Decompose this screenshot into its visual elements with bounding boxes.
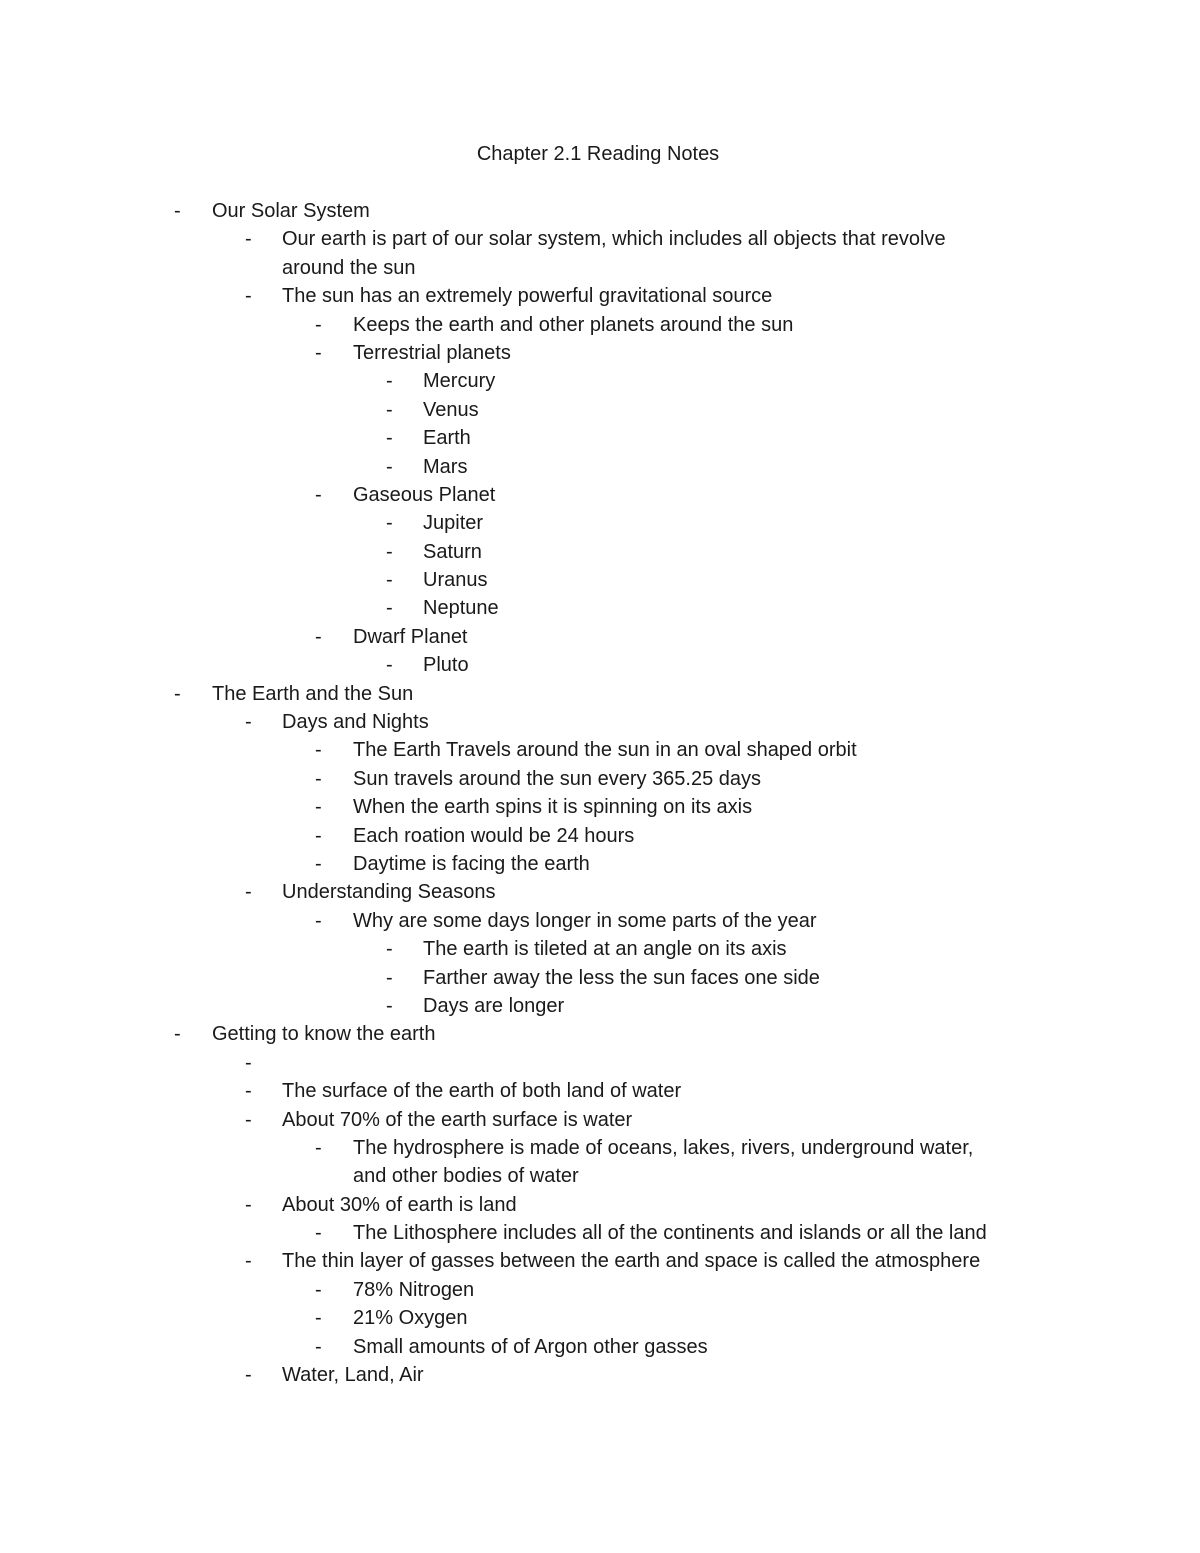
list-item <box>0 1304 1200 1332</box>
list-item-text: Our Solar System <box>212 200 370 222</box>
list-item <box>0 1361 1200 1389</box>
list-item-text: Getting to know the earth <box>212 1023 436 1046</box>
bullet-dash: - <box>386 569 393 592</box>
list-item <box>0 367 1200 395</box>
list-item <box>0 339 1200 367</box>
bullet-dash: - <box>386 994 393 1017</box>
list-item <box>0 822 1200 850</box>
list-item <box>0 907 1200 935</box>
bullet-dash: - <box>315 1307 322 1330</box>
list-item-text: Keeps the earth and other planets around the sun <box>353 313 794 336</box>
bullet-dash: - <box>386 427 393 450</box>
list-item-text: About 30% of earth is land <box>282 1193 517 1216</box>
list-item <box>0 992 1200 1020</box>
list-item <box>0 1191 1200 1219</box>
list-item-text: Each roation would be 24 hours <box>353 824 635 847</box>
list-item <box>0 396 1200 424</box>
list-item-text: About 70% of the earth surface is water <box>282 1108 633 1131</box>
list-item-text: 21% Oxygen <box>353 1307 468 1330</box>
bullet-dash: - <box>245 285 252 308</box>
list-item <box>0 594 1200 622</box>
bullet-dash: - <box>315 625 322 648</box>
list-item-text: Understanding Seasons <box>282 881 496 904</box>
bullet-dash: - <box>174 1023 181 1046</box>
list-item-text: The thin layer of gasses between the earth and space is called the atmosphere <box>282 1250 981 1273</box>
list-item-text: Small amounts of of Argon other gasses <box>353 1335 708 1358</box>
list-item-text: around the sun <box>282 256 416 279</box>
list-item <box>0 1247 1200 1275</box>
list-item-text: The sun has an extremely powerful gravitational source <box>282 285 773 308</box>
list-item-text: The surface of the earth of both land of water <box>282 1080 682 1103</box>
list-item-text: The Lithosphere includes all of the continents and islands or all the land <box>353 1222 987 1245</box>
list-item <box>0 680 1200 708</box>
bullet-dash: - <box>245 1080 252 1103</box>
list-item <box>0 481 1200 509</box>
bullet-dash: - <box>174 200 181 222</box>
list-item-text: Why are some days longer in some parts of the year <box>353 909 817 932</box>
list-item <box>0 282 1200 310</box>
bullet-dash: - <box>315 341 322 364</box>
bullet-dash: - <box>245 1250 252 1273</box>
bullet-dash: - <box>315 1136 322 1159</box>
bullet-dash: - <box>245 1108 252 1131</box>
bullet-dash: - <box>386 938 393 961</box>
list-item-text: and other bodies of water <box>353 1165 579 1188</box>
list-item <box>0 424 1200 452</box>
list-item <box>0 651 1200 679</box>
bullet-dash: - <box>245 228 252 251</box>
list-item <box>0 708 1200 736</box>
list-item <box>0 793 1200 821</box>
list-item <box>0 538 1200 566</box>
bullet-dash: - <box>245 1364 252 1387</box>
list-item <box>0 623 1200 651</box>
bullet-dash: - <box>386 966 393 989</box>
bullet-dash: - <box>315 313 322 336</box>
list-item <box>0 1219 1200 1247</box>
bullet-dash: - <box>386 540 393 563</box>
bullet-dash: - <box>315 483 322 506</box>
bullet-dash: - <box>174 682 181 705</box>
list-item-text: Pluto <box>423 654 469 677</box>
bullet-dash: - <box>245 1051 252 1074</box>
list-item <box>0 311 1200 339</box>
list-item <box>0 878 1200 906</box>
list-item-text: The earth is tileted at an angle on its axis <box>423 938 787 961</box>
list-item <box>0 1077 1200 1105</box>
bullet-dash: - <box>315 852 322 875</box>
bullet-dash: - <box>315 739 322 762</box>
list-item-text: Farther away the less the sun faces one side <box>423 966 820 989</box>
list-item-text: 78% Nitrogen <box>353 1278 475 1301</box>
list-item-text: Uranus <box>423 569 488 592</box>
list-item <box>0 935 1200 963</box>
list-item-text: Terrestrial planets <box>353 341 511 364</box>
list-item-text: Days and Nights <box>282 711 429 734</box>
bullet-dash: - <box>315 1278 322 1301</box>
list-item-text: The hydrosphere is made of oceans, lakes, rivers, underground water, <box>353 1136 974 1159</box>
list-item <box>0 1162 1200 1190</box>
bullet-dash: - <box>245 711 252 734</box>
bullet-dash: - <box>245 881 252 904</box>
list-item-text: The Earth and the Sun <box>212 682 414 705</box>
page-title: Chapter 2.1 Reading Notes <box>476 143 720 165</box>
list-item <box>0 254 1200 282</box>
list-item-text: Jupiter <box>423 512 484 535</box>
bullet-dash: - <box>315 1335 322 1358</box>
bullet-dash: - <box>315 909 322 932</box>
list-item <box>0 1333 1200 1361</box>
list-item-text: Sun travels around the sun every 365.25 days <box>353 767 762 790</box>
list-item <box>0 1020 1200 1048</box>
list-item-text: Mars <box>423 455 468 478</box>
bullet-dash: - <box>386 455 393 478</box>
list-item <box>0 197 1200 225</box>
list-item-text: Our earth is part of our solar system, which includes all objects that revolve <box>282 228 946 251</box>
list-item-text: Saturn <box>423 540 482 563</box>
list-item <box>0 765 1200 793</box>
bullet-dash: - <box>386 597 393 620</box>
bullet-dash: - <box>315 824 322 847</box>
list-item-text: The Earth Travels around the sun in an oval shaped orbit <box>353 739 857 762</box>
list-item-text: Water, Land, Air <box>282 1364 424 1387</box>
bullet-dash: - <box>315 1222 322 1245</box>
list-item <box>0 1049 1200 1077</box>
bullet-dash: - <box>386 654 393 677</box>
list-item-text: Gaseous Planet <box>353 483 496 506</box>
list-item <box>0 1276 1200 1304</box>
bullet-dash: - <box>245 1193 252 1216</box>
bullet-dash: - <box>315 767 322 790</box>
list-item <box>0 1106 1200 1134</box>
list-item <box>0 566 1200 594</box>
list-item-text: Neptune <box>423 597 499 620</box>
list-item <box>0 453 1200 481</box>
list-item-text: Dwarf Planet <box>353 625 468 648</box>
list-item-text: Days are longer <box>423 994 565 1017</box>
bullet-dash: - <box>386 370 393 393</box>
list-item-text: Earth <box>423 427 471 450</box>
list-item-text: Daytime is facing the earth <box>353 852 590 875</box>
bullet-dash: - <box>386 398 393 421</box>
list-item <box>0 850 1200 878</box>
list-item-text: Venus <box>423 398 479 421</box>
list-item <box>0 1134 1200 1162</box>
list-item <box>0 964 1200 992</box>
list-item-text: When the earth spins it is spinning on its axis <box>353 796 753 819</box>
notes-list <box>0 197 1200 1389</box>
bullet-dash: - <box>386 512 393 535</box>
list-item <box>0 225 1200 253</box>
list-item-text: Mercury <box>423 370 496 393</box>
list-item <box>0 736 1200 764</box>
bullet-dash: - <box>315 796 322 819</box>
list-item <box>0 509 1200 537</box>
